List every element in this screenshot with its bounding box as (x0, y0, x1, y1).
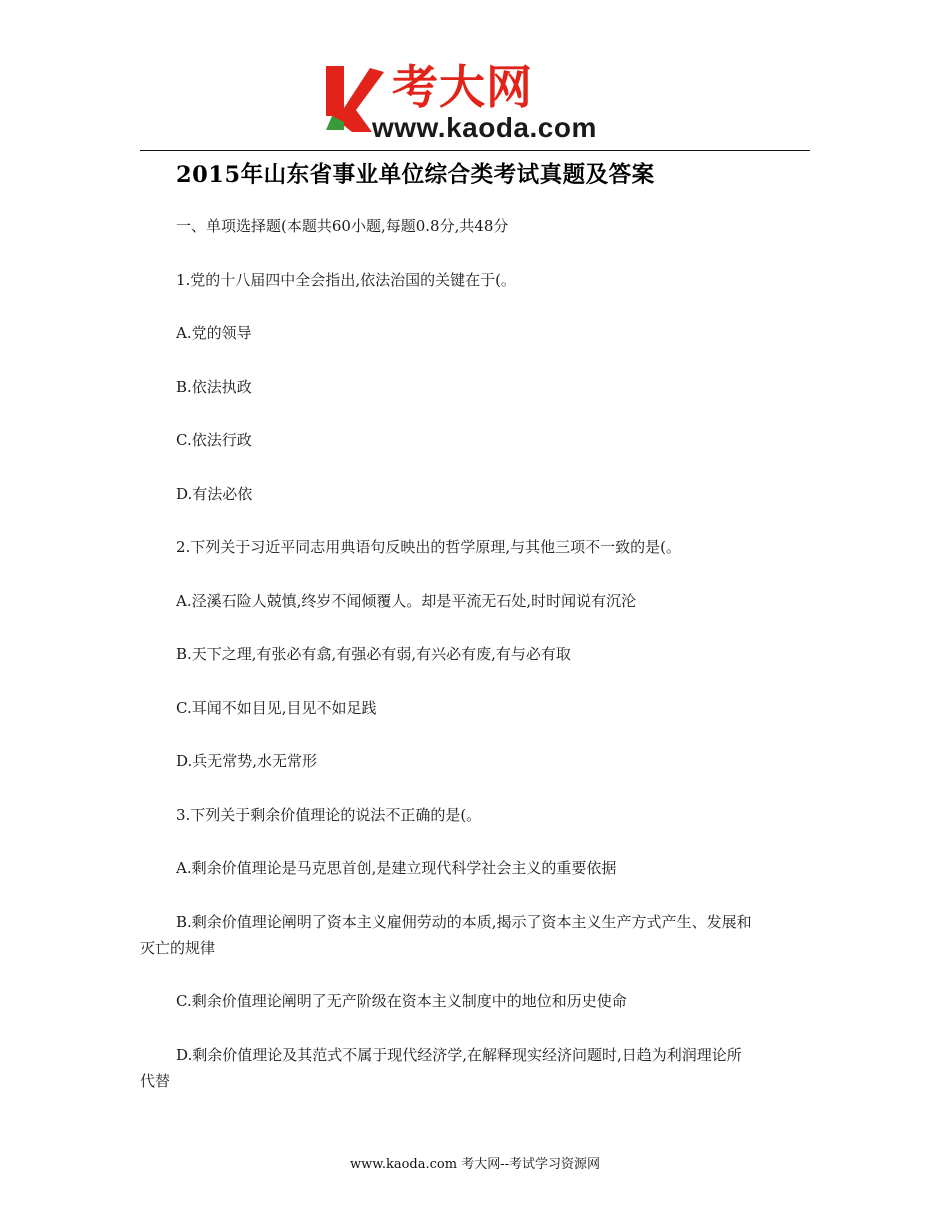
option-a: A.党的领导 (176, 324, 252, 342)
header-divider (140, 150, 810, 151)
option-b: B.天下之理,有张必有翕,有强必有弱,有兴必有废,有与必有取 (176, 645, 571, 663)
page-footer: www.kaoda.com 考大网--考试学习资源网 (350, 1157, 600, 1172)
option-d: D.兵无常势,水无常形 (176, 752, 318, 770)
logo-text: 考大网 (392, 60, 533, 114)
option-c: C.依法行政 (176, 431, 252, 449)
question-stem: 2.下列关于习近平同志用典语句反映出的哲学原理,与其他三项不一致的是(。 (176, 538, 681, 556)
page-title: 2015年山东省事业单位综合类考试真题及答案 (176, 162, 655, 188)
option-text: B.剩余价值理论阐明了资本主义雇佣劳动的本质,揭示了资本主义生产方式产生、发展和 (176, 912, 752, 931)
document-body (140, 213, 808, 1121)
option-text-continued: 代替 (140, 1071, 171, 1090)
logo-url: www.kaoda.com (372, 112, 597, 143)
option-b (140, 909, 808, 961)
question-stem: 1.党的十八届四中全会指出,依法治国的关键在于(。 (176, 270, 516, 289)
option-text: D.剩余价值理论及其范式不属于现代经济学,在解释现实经济问题时,日趋为利润理论所 (176, 1045, 742, 1064)
option-a: A.泾溪石险人兢慎,终岁不闻倾覆人。却是平流无石处,时时闻说有沉沦 (176, 591, 637, 610)
option-d: D.有法必依 (176, 484, 253, 503)
option-text-continued: 灭亡的规律 (140, 938, 216, 957)
option-c: C.剩余价值理论阐明了无产阶级在资本主义制度中的地位和历史使命 (176, 992, 627, 1010)
option-c: C.耳闻不如目见,目见不如足践 (176, 698, 377, 717)
option-b: B.依法执政 (176, 377, 252, 396)
kaoda-logo (322, 60, 642, 145)
option-a: A.剩余价值理论是马克思首创,是建立现代科学社会主义的重要依据 (176, 859, 617, 877)
question-stem: 3.下列关于剩余价值理论的说法不正确的是(。 (176, 805, 482, 824)
option-d (140, 1042, 808, 1094)
section-heading: 一、单项选择题(本题共60小题,每题0.8分,共48分 (176, 217, 509, 235)
